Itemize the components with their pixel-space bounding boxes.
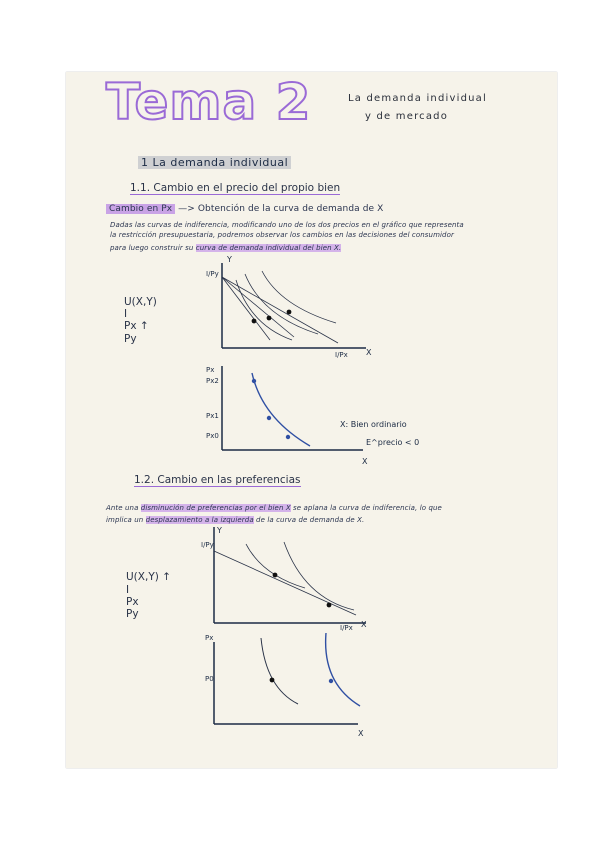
graph3-optimum-old	[273, 573, 278, 578]
page-title: Tema 2	[106, 73, 312, 131]
price-change-label: Cambio en Px —> Obtención de la curva de demanda de X	[106, 204, 383, 214]
graph2-y-label: Px	[206, 366, 215, 374]
graph1-y-label: Y	[227, 255, 232, 264]
graph1-margin-label-3: Px ↑	[124, 320, 149, 332]
graph2-tick-3: Px0	[206, 432, 219, 440]
section-1-2-heading: 1.2. Cambio en las preferencias	[134, 474, 301, 486]
subtitle-line-1: La demanda individual	[348, 93, 487, 104]
graph3-y-label: Y	[217, 526, 222, 535]
graph1-x-label: X	[366, 348, 372, 357]
graph2-note-1: X: Bien ordinario	[340, 420, 407, 429]
graph1-intercept-y: I/Py	[206, 270, 219, 278]
graph3-indifference-curve-old	[246, 544, 305, 588]
section-1-1-heading: 1.1. Cambio en el precio del propio bien	[130, 182, 341, 194]
text-1-line-2: la restricción presupuestaria, podremos observar los cambios en las decisiones del consumidor	[110, 231, 454, 239]
subtitle-line-2: y de mercado	[365, 111, 449, 122]
text-2-line-2: implica un desplazamiento a la izquierda de la curva de demanda de X.	[106, 516, 365, 524]
graph4-tick-1: P0	[205, 675, 214, 683]
graph2-tick-2: Px1	[206, 412, 219, 420]
graph3-indifference-curve-new	[284, 542, 354, 610]
graph4-y-label: Px	[205, 634, 214, 642]
graph3-margin-label-3: Px	[126, 596, 139, 608]
graph3-budget-line	[214, 551, 356, 615]
graph2-x-label: X	[362, 457, 368, 466]
graph4-demand-new	[326, 633, 360, 706]
graph3-optimum-new	[327, 603, 332, 608]
graph3-margin-label-2: I	[126, 584, 130, 596]
text-2-line-1: Ante una disminución de preferencias por el bien X se aplana la curva de indiferencia, lo que	[106, 504, 442, 512]
graph2-note-2: E^precio < 0	[366, 438, 420, 447]
section-1-heading: 1 La demanda individual	[138, 156, 291, 169]
graph1-intercept-x: I/Px	[335, 351, 348, 359]
text-1-line-3: para luego construir su curva de demanda individual del bien X.	[110, 244, 342, 252]
graph4-point-old	[270, 678, 275, 683]
graph1-margin-label-4: Py	[124, 333, 137, 345]
graph3-margin-label-4: Py	[126, 608, 139, 620]
graph3-intercept-y: I/Py	[201, 541, 214, 549]
graph4-point-new	[329, 679, 333, 683]
graph4-x-label: X	[358, 729, 364, 738]
graph2-tick-1: Px2	[206, 377, 219, 385]
graph1-margin-label-2: I	[124, 308, 128, 320]
graph3-x-label: X	[361, 620, 367, 629]
graph4-demand-old	[261, 638, 298, 704]
graph3-intercept-x: I/Px	[340, 624, 353, 632]
graph1-margin-label-1: U(X,Y)	[124, 296, 157, 308]
graph3-margin-label-1: U(X,Y) ↑	[126, 571, 171, 583]
text-1-line-1: Dadas las curvas de indiferencia, modificando uno de los dos precios en el gráfico que representa	[110, 221, 464, 229]
